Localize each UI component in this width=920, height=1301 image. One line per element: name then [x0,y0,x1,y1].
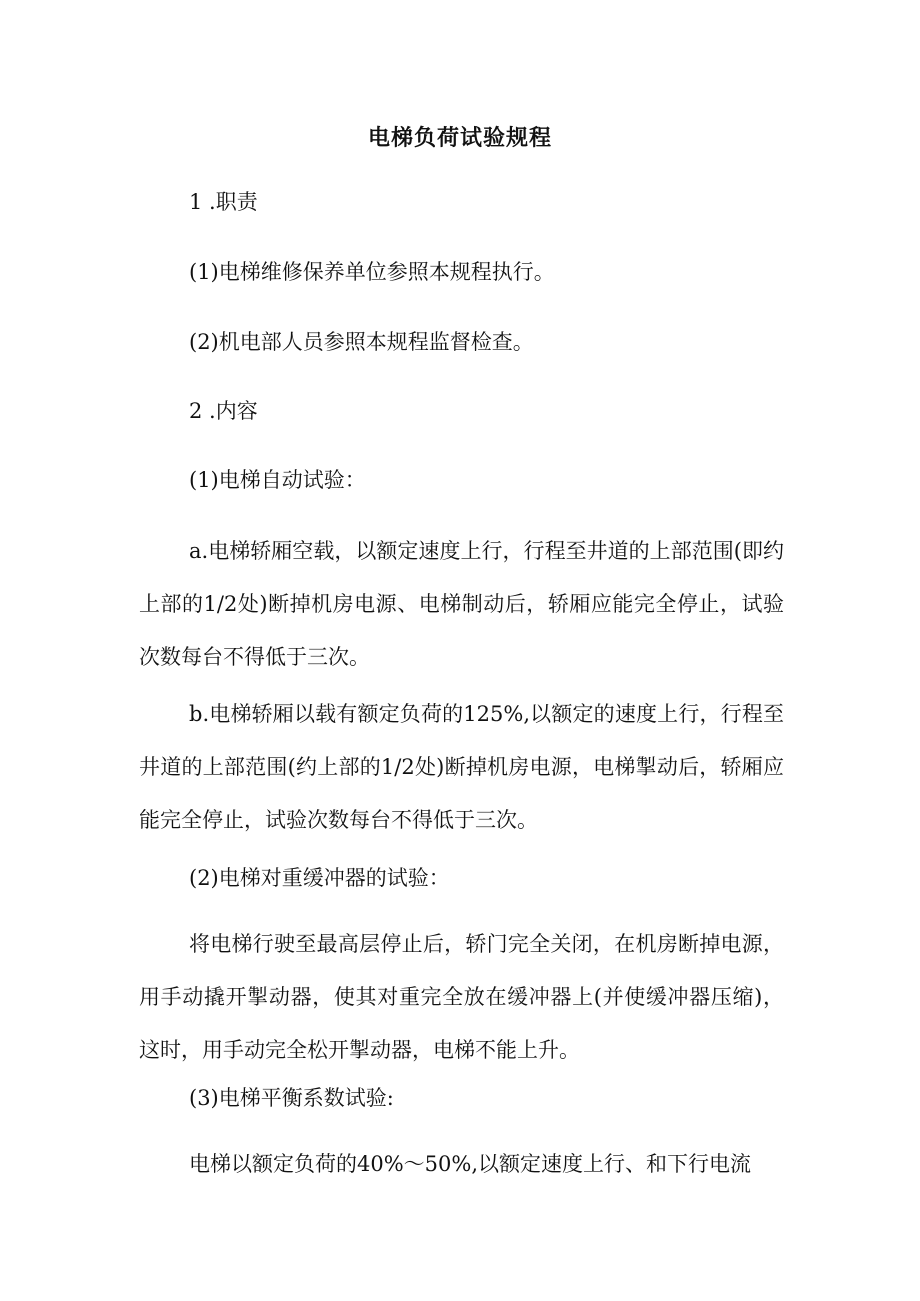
item-1-paragraph-a: a.电梯轿厢空载，以额定速度上行，行程至井道的上部范围(即约上部的1/2处)断掉机房电源、电梯制动后，轿厢应能完全停止，试验次数每台不得低于三次。 [139,539,784,669]
item-3-paragraph: 电梯以额定负荷的40%～50%,以额定速度上行、和下行电流 [189,1152,752,1176]
section-1-item-1: (1)电梯维修保养单位参照本规程执行。 [189,260,555,284]
item-1-paragraph-b: b.电梯轿厢以载有额定负荷的125%,以额定的速度上行，行程至井道的上部范围(约上部的1/2处)断掉机房电源，电梯掣动后，轿厢应能完全停止，试验次数每台不得低于三次。 [139,702,784,832]
section-2-heading: 2 .内容 [189,399,258,423]
item-3-heading: (3)电梯平衡系数试验: [189,1086,394,1110]
section-1-heading: 1 .职责 [189,190,258,214]
item-2-heading: (2)电梯对重缓冲器的试验： [189,866,450,890]
item-1-heading: (1)电梯自动试验： [189,468,366,492]
item-2-paragraph: 将电梯行驶至最高层停止后，轿门完全关闭，在机房断掉电源，用手动撬开掣动器，使其对重完全放在缓冲器上(并使缓冲器压缩)，这时，用手动完全松开掣动器，电梯不能上升。 [139,932,784,1062]
document-title: 电梯负荷试验规程 [367,125,552,151]
section-1-item-2: (2)机电部人员参照本规程监督检查。 [189,330,534,354]
